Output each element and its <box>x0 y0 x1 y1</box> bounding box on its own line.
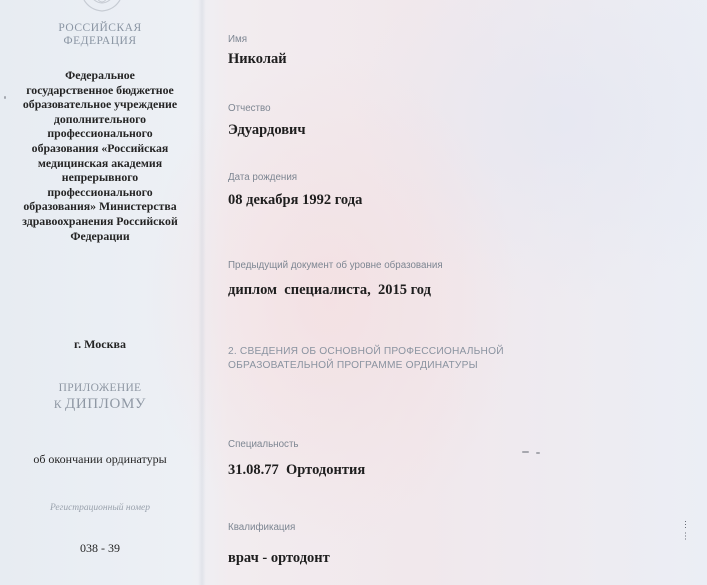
city: г. Москва <box>74 337 126 351</box>
edge-print-mark: ⋯ ⋯ <box>681 520 691 541</box>
birth-date-value: 08 декабря 1992 года <box>228 192 363 208</box>
country-line-2: ФЕДЕРАЦИЯ <box>63 35 137 47</box>
patronymic-value: Эдуардович <box>228 122 306 138</box>
registration-label: Регистрационный номер <box>49 503 151 513</box>
left-column <box>0 0 200 585</box>
previous-document-label: Предыдущий документ об уровне образования <box>228 260 443 271</box>
organization-name: Федеральное государственное бюджетное образовательное учреждение дополнительного профессионального образования «Российская медицинская академия непрерывного профессионального образования» Министерства здравоохранения Российской Федерации <box>22 68 178 243</box>
ink-speck <box>4 96 6 99</box>
country-line-1: РОССИЙСКАЯ <box>58 22 142 34</box>
specialty-label: Специальность <box>228 439 299 450</box>
ink-speck <box>536 452 540 454</box>
completion-text: об окончании ординатуры <box>33 452 167 466</box>
first-name-value: Николай <box>228 51 287 67</box>
coat-of-arms-icon <box>80 0 124 12</box>
supplement-prefix: К <box>53 399 62 411</box>
country-title <box>0 22 200 48</box>
supplement-title <box>0 380 200 413</box>
qualification-value: врач - ортодонт <box>228 550 330 566</box>
supplement-line-1: ПРИЛОЖЕНИЕ <box>58 382 142 394</box>
qualification-label: Квалификация <box>228 522 296 533</box>
specialty-value: 31.08.77 Ортодонтия <box>228 462 366 478</box>
patronymic-label: Отчество <box>228 103 271 114</box>
birth-date-label: Дата рождения <box>228 172 298 183</box>
previous-document-value: диплом специалиста, 2015 год <box>228 282 431 298</box>
supplement-line-2 <box>0 396 200 413</box>
registration-number: 038 - 39 <box>80 541 120 555</box>
supplement-word: ДИПЛОМУ <box>65 396 147 412</box>
ink-speck <box>522 451 529 453</box>
section-heading: 2. СВЕДЕНИЯ ОБ ОСНОВНОЙ ПРОФЕССИОНАЛЬНОЙ ОБРАЗОВАТЕЛЬНОЙ ПРОГРАММЕ ОРДИНАТУРЫ <box>228 346 504 371</box>
first-name-label: Имя <box>228 34 248 45</box>
